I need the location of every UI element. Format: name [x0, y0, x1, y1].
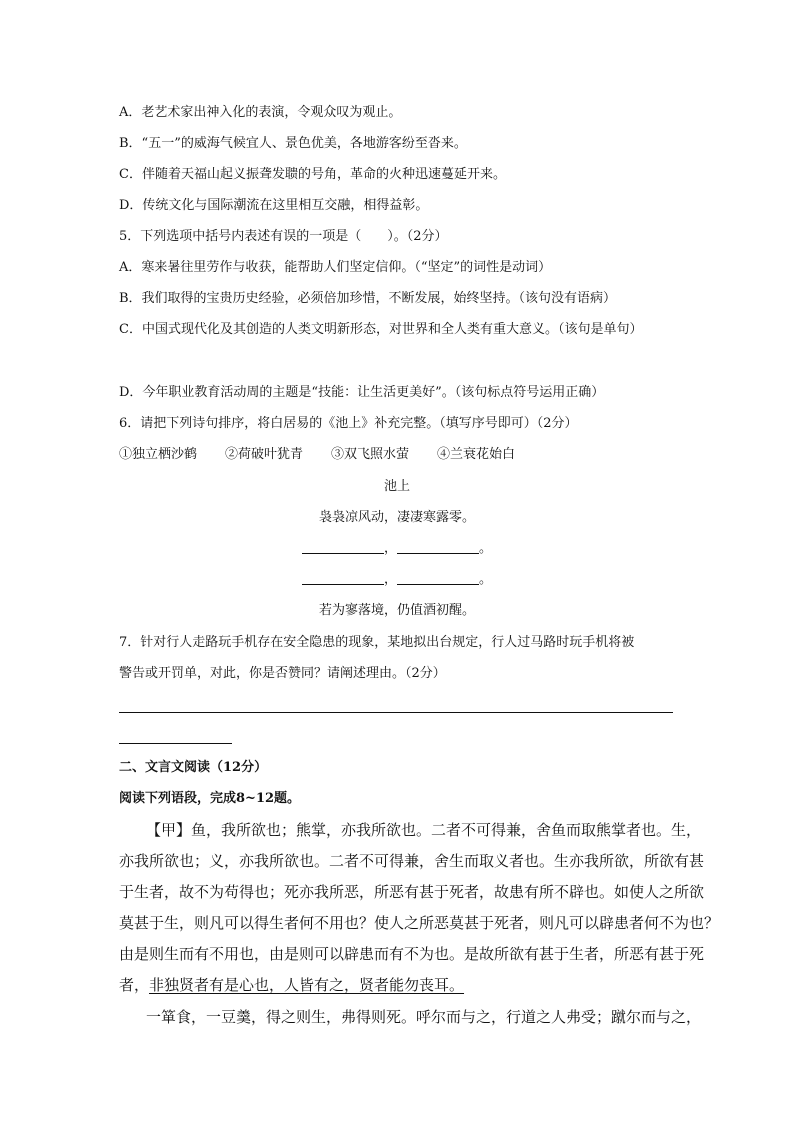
answer-blank[interactable]	[302, 570, 384, 585]
answer-line-short[interactable]	[119, 743, 232, 744]
q4-option-c: C．伴随着天福山起义振聋发聩的号角，革命的火种迅速蔓延开来。	[119, 167, 506, 182]
q7-line-1: 7．针对行人走路玩手机存在安全隐患的现象，某地拟出台规定，行人过马路时玩手机将被	[119, 635, 635, 650]
q4-option-d: D．传统文化与国际潮流在这里相互交融，相得益彰。	[119, 198, 429, 213]
passage-line-2: 亦我所欲也；义，亦我所欲也。二者不可得兼，舍生而取义者也。生亦我所欲，所欲有甚	[119, 852, 705, 870]
q5-stem: 5．下列选项中括号内表述有误的一项是（ ）。（2分）	[119, 229, 448, 244]
poem-line-1: 袅袅凉风动，凄凄寒露零。	[318, 510, 475, 525]
q6-option: ④兰衰花始白	[437, 447, 516, 462]
passage-line-7: 一箪食，一豆羹，得之则生，弗得则死。呼尔而与之，行道之人弗受；蹴尔而与之，	[146, 1008, 702, 1026]
answer-blank[interactable]	[302, 539, 384, 554]
q4-option-b: B．“五一”的威海气候宜人、景色优美，各地游客纷至沓来。	[119, 136, 467, 151]
passage-line-4: 莫甚于生，则凡可以得生者何不用也？使人之所恶莫甚于死者，则凡可以辟患者何不为也？	[119, 914, 720, 932]
q6-option: ③双飞照水萤	[331, 447, 410, 462]
answer-blank[interactable]	[397, 539, 479, 554]
q6-stem: 6．请把下列诗句排序，将白居易的《池上》补充完整。（填写序号即可）（2分）	[119, 416, 578, 431]
passage-line-1: 【甲】鱼，我所欲也；熊掌，亦我所欲也。二者不可得兼，舍鱼而取熊掌者也。生，	[146, 821, 702, 839]
poem-title: 池上	[383, 479, 410, 494]
section-title: 二、文言文阅读（12分）	[119, 760, 268, 775]
q5-option-a: A．寒来暑往里劳作与收获，能帮助人们坚定信仰。（“坚定”的词性是动词）	[119, 260, 552, 275]
poem-blank-line-2: ， 。	[0, 539, 794, 559]
q6-options	[119, 445, 515, 465]
q5-option-b: B．我们取得的宝贵历史经验，必须倍加珍惜，不断发展，始终坚持。（该句没有语病）	[119, 291, 617, 306]
underlined-sentence: 非独贤者有是心也，人皆有之，贤者能勿丧耳。	[149, 976, 465, 994]
poem-blank-line-3: ， 。	[0, 570, 794, 590]
section-instruction: 阅读下列语段，完成8~12题。	[119, 791, 301, 806]
q4-option-a: A．老艺术家出神入化的表演，令观众叹为观止。	[119, 105, 402, 120]
answer-blank[interactable]	[397, 570, 479, 585]
q5-option-c: C．中国式现代化及其创造的人类文明新形态，对世界和全人类有重大意义。（该句是单句）	[119, 322, 643, 337]
q6-option: ②荷破叶犹青	[225, 447, 304, 462]
passage-line-3: 于生者，故不为苟得也；死亦我所恶，所恶有甚于死者，故患有所不辟也。如使人之所欲	[119, 883, 705, 901]
q7-line-2: 警告或开罚单，对此，你是否赞同？请阐述理由。（2分）	[119, 666, 446, 681]
q5-option-d: D．今年职业教育活动周的主题是“技能：让生活更美好”。（该句标点符号运用正确）	[119, 385, 605, 400]
answer-line[interactable]	[119, 712, 673, 713]
passage-line-5: 由是则生而有不用也，由是则可以辟患而有不为也。是故所欲有甚于生者，所恶有甚于死	[119, 945, 705, 963]
passage-line-6: 者，非独贤者有是心也，人皆有之，贤者能勿丧耳。	[119, 976, 465, 994]
q6-option: ①独立栖沙鹤	[119, 447, 198, 462]
poem-line-4: 若为寥落境，仍值酒初醒。	[318, 603, 475, 618]
